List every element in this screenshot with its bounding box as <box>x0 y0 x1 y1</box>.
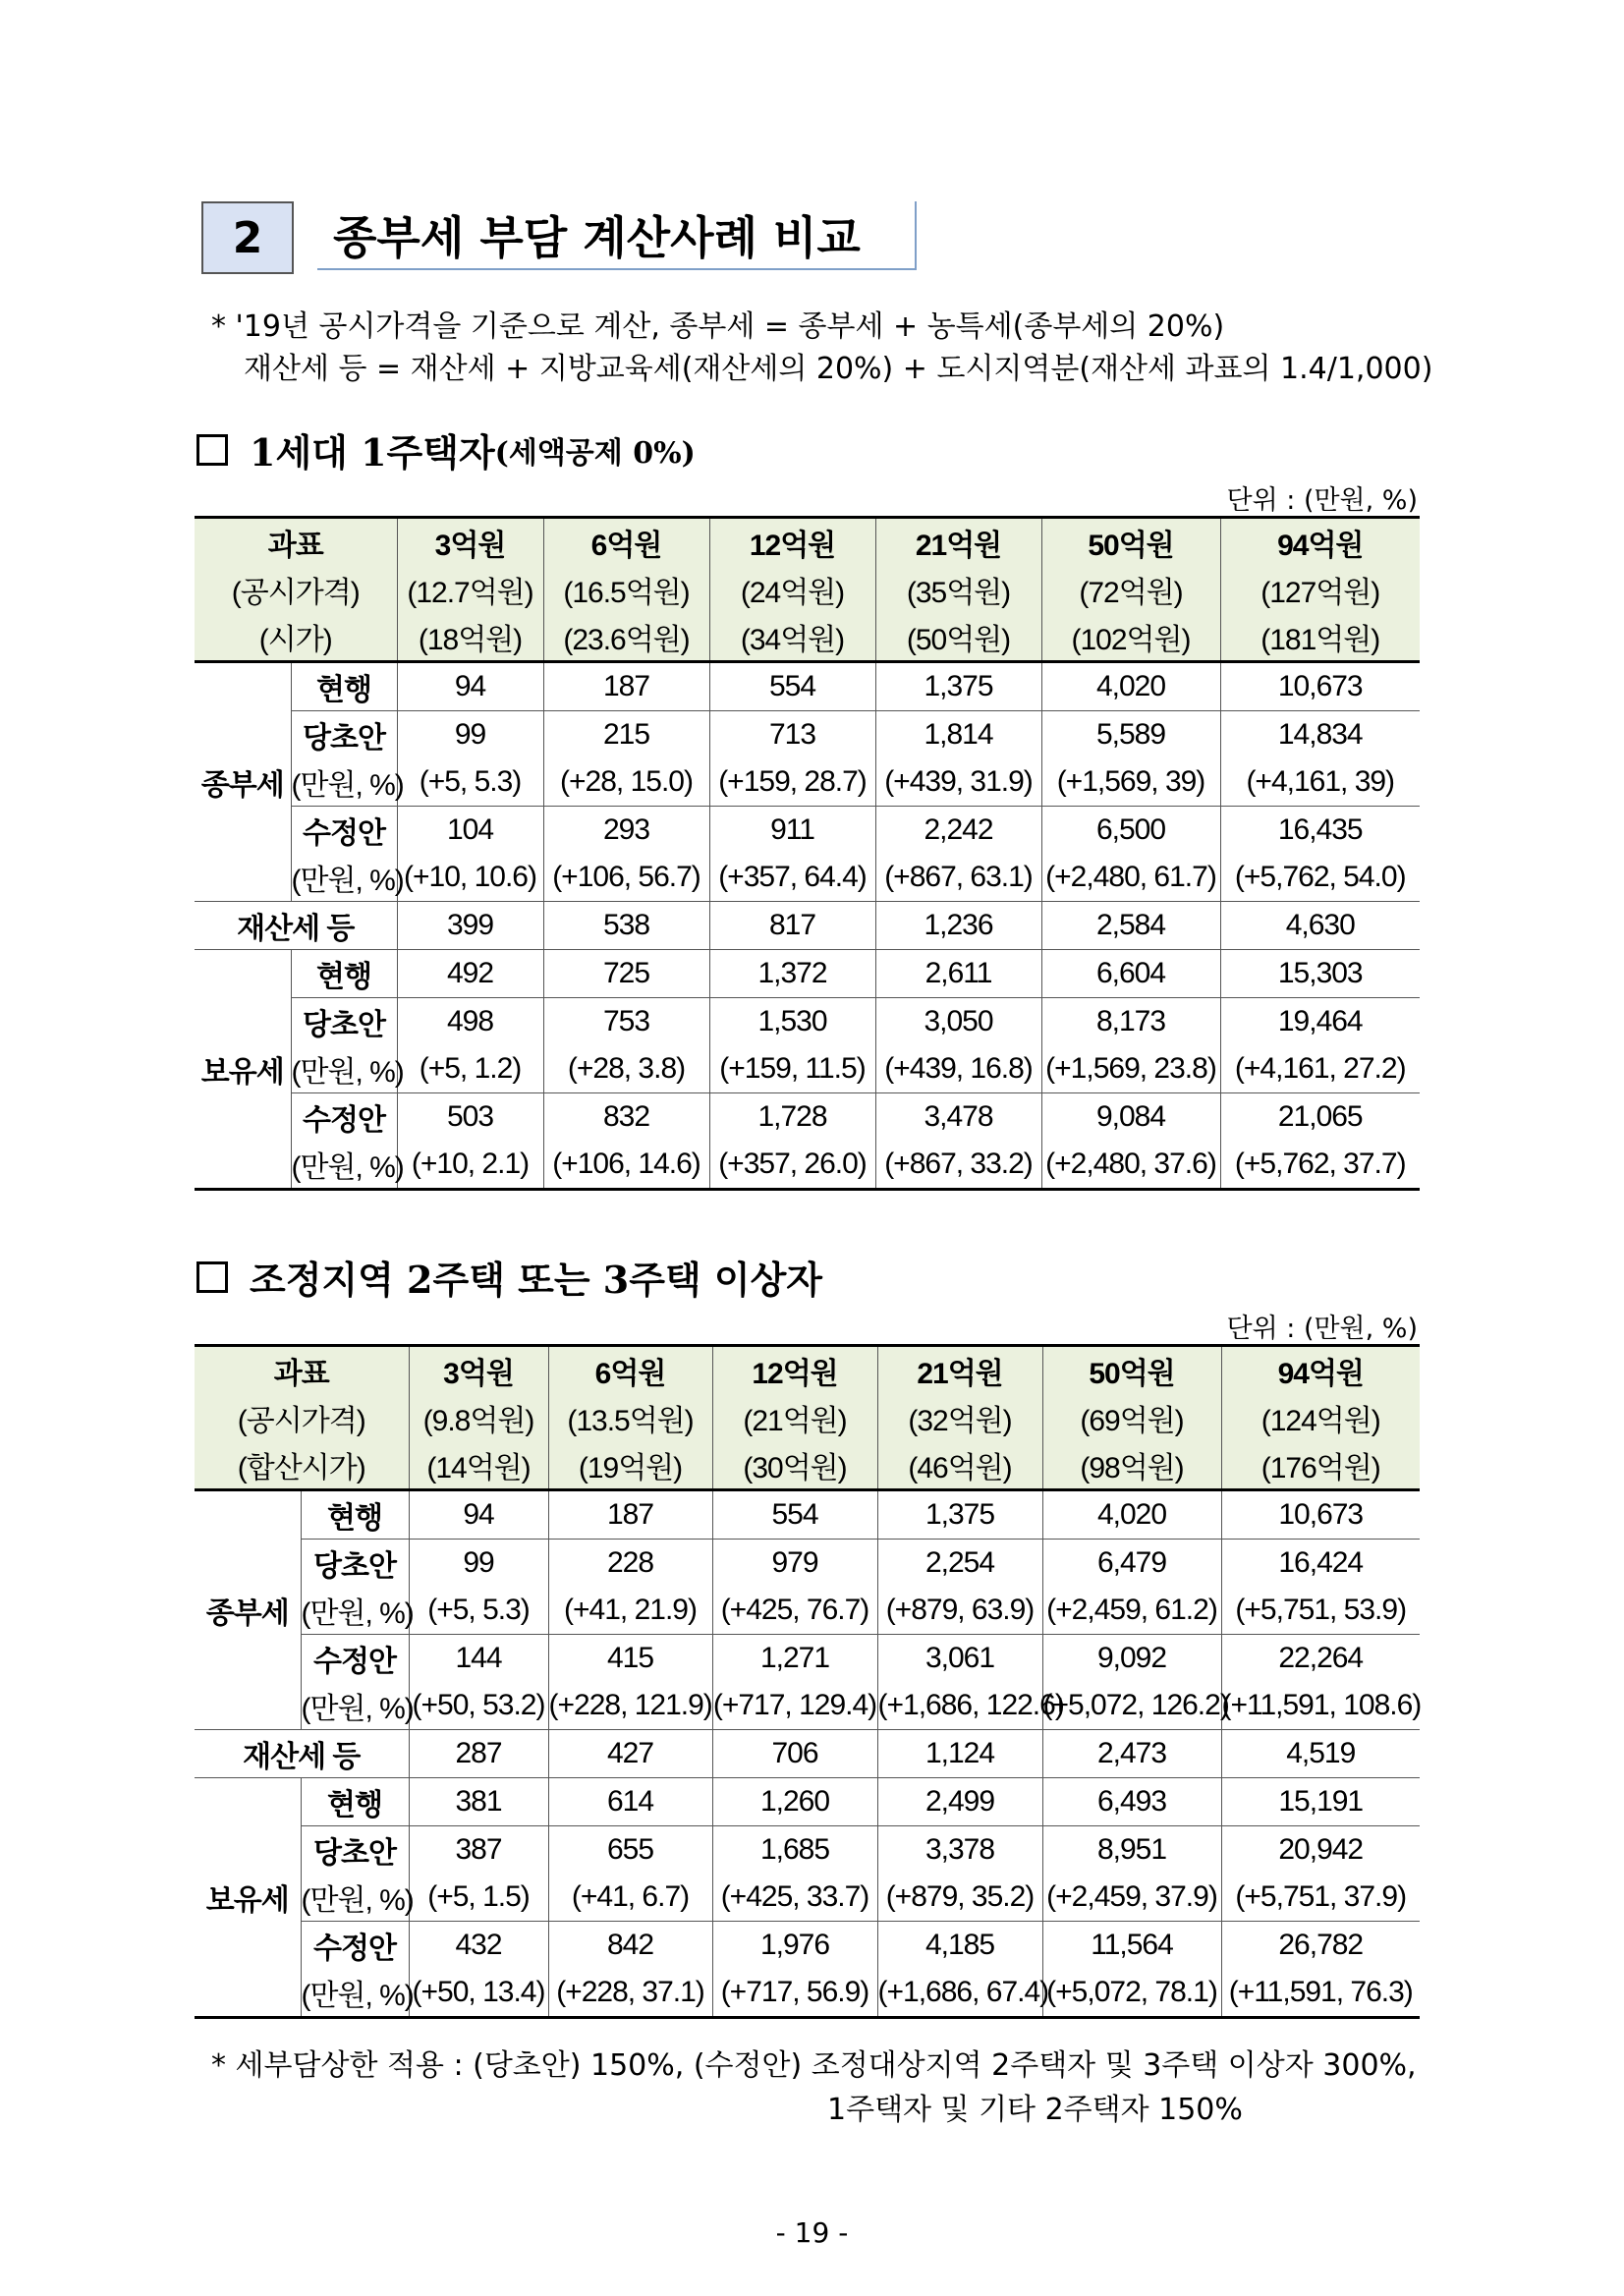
col-amount: 6억원 <box>548 1346 712 1395</box>
checkbox-square-icon <box>196 434 228 466</box>
col-public-price: (24억원) <box>709 566 875 613</box>
cell-diff: (+5,072, 78.1) <box>1042 1969 1221 2018</box>
table-row <box>195 1826 1420 1875</box>
row-label-draft: 당초안 <box>291 711 397 759</box>
table-row <box>195 1874 1420 1922</box>
section-number: 2 <box>201 201 294 274</box>
cell-diff: (+439, 16.8) <box>875 1045 1041 1093</box>
cell: 6,604 <box>1041 950 1220 998</box>
cell: 1,685 <box>712 1826 877 1875</box>
table-row <box>195 1045 1420 1093</box>
table1-title: 1세대 1주택자 <box>250 430 495 475</box>
col-public-price: (32억원) <box>877 1394 1042 1441</box>
cell: 1,375 <box>877 1490 1042 1540</box>
cell: 832 <box>543 1093 709 1142</box>
col-amount: 21억원 <box>875 518 1041 567</box>
header-label-public: (공시가격) <box>195 566 397 613</box>
col-public-price: (21억원) <box>712 1394 877 1441</box>
cell: 3,061 <box>877 1635 1042 1683</box>
cell: 14,834 <box>1220 711 1420 759</box>
col-public-price: (16.5억원) <box>543 566 709 613</box>
row-label-revised: 수정안 <box>291 807 397 855</box>
col-market-price: (98억원) <box>1042 1441 1221 1490</box>
cell-diff: (+5,751, 37.9) <box>1221 1874 1420 1922</box>
col-amount: 94억원 <box>1221 1346 1420 1395</box>
cell: 427 <box>548 1730 712 1778</box>
col-market-price: (23.6억원) <box>543 613 709 662</box>
table-row <box>195 1969 1420 2018</box>
cell: 9,092 <box>1042 1635 1221 1683</box>
table-row <box>195 1922 1420 1970</box>
category-jongbu: 종부세 <box>195 1490 301 1730</box>
row-label-draft: 당초안 <box>301 1826 409 1875</box>
section-header <box>201 201 919 275</box>
cell: 492 <box>397 950 543 998</box>
col-amount: 12억원 <box>712 1346 877 1395</box>
cell-diff: (+28, 3.8) <box>543 1045 709 1093</box>
cell: 144 <box>409 1635 548 1683</box>
note-line-1: * '19년 공시가격을 기준으로 계산, 종부세 = 종부세 + 농특세(종부세의 20%) <box>211 309 1225 344</box>
table-row <box>195 1730 1420 1778</box>
cell: 1,124 <box>877 1730 1042 1778</box>
table2-title: 조정지역 2주택 또는 3주택 이상자 <box>250 1258 823 1302</box>
cell-diff: (+28, 15.0) <box>543 758 709 807</box>
row-label-revised: 수정안 <box>291 1093 397 1142</box>
row-label-current: 현행 <box>291 950 397 998</box>
table-row <box>195 1682 1420 1730</box>
cell: 614 <box>548 1778 712 1826</box>
cell-diff: (+1,686, 122.6) <box>877 1682 1042 1730</box>
cell: 11,564 <box>1042 1922 1221 1970</box>
section-title: 종부세 부담 계산사례 비교 <box>317 201 917 270</box>
cell: 94 <box>397 662 543 711</box>
cell: 2,473 <box>1042 1730 1221 1778</box>
row-label-current: 현행 <box>301 1778 409 1826</box>
page-number: - 19 - <box>775 2216 849 2249</box>
cell: 4,630 <box>1220 902 1420 950</box>
cell: 8,173 <box>1041 998 1220 1046</box>
cell: 842 <box>548 1922 712 1970</box>
cell: 9,084 <box>1041 1093 1220 1142</box>
col-market-price: (30억원) <box>712 1441 877 1490</box>
cell: 554 <box>712 1490 877 1540</box>
cell-diff: (+4,161, 27.2) <box>1220 1045 1420 1093</box>
row-label-draft: 당초안 <box>291 998 397 1046</box>
cell-diff: (+5, 1.5) <box>409 1874 548 1922</box>
cell-diff: (+357, 26.0) <box>709 1141 875 1190</box>
cell: 15,303 <box>1220 950 1420 998</box>
cell-diff: (+439, 31.9) <box>875 758 1041 807</box>
cell-diff: (+879, 63.9) <box>877 1587 1042 1635</box>
cell-diff: (+10, 2.1) <box>397 1141 543 1190</box>
cell: 387 <box>409 1826 548 1875</box>
cell: 1,375 <box>875 662 1041 711</box>
col-amount: 50억원 <box>1042 1346 1221 1395</box>
cell: 19,464 <box>1220 998 1420 1046</box>
cell: 10,673 <box>1220 662 1420 711</box>
cell: 15,191 <box>1221 1778 1420 1826</box>
row-unit-label: (만원, %) <box>291 854 397 902</box>
cell: 415 <box>548 1635 712 1683</box>
cell: 215 <box>543 711 709 759</box>
col-public-price: (72억원) <box>1041 566 1220 613</box>
col-public-price: (124억원) <box>1221 1394 1420 1441</box>
cell: 2,499 <box>877 1778 1042 1826</box>
cell-diff: (+11,591, 108.6) <box>1221 1682 1420 1730</box>
cell: 293 <box>543 807 709 855</box>
table-row <box>195 711 1420 759</box>
cell: 432 <box>409 1922 548 1970</box>
cell: 4,519 <box>1221 1730 1420 1778</box>
cell: 6,493 <box>1042 1778 1221 1826</box>
row-unit-label: (만원, %) <box>291 758 397 807</box>
table-row <box>195 1587 1420 1635</box>
cell-diff: (+5,762, 37.7) <box>1220 1141 1420 1190</box>
col-market-price: (46억원) <box>877 1441 1042 1490</box>
row-unit-label: (만원, %) <box>301 1969 409 2018</box>
col-public-price: (9.8억원) <box>409 1394 548 1441</box>
checkbox-square-icon <box>196 1261 228 1293</box>
row-label-current: 현행 <box>291 662 397 711</box>
cell: 706 <box>712 1730 877 1778</box>
cell: 5,589 <box>1041 711 1220 759</box>
cell-diff: (+2,480, 37.6) <box>1041 1141 1220 1190</box>
table1 <box>195 516 1420 1191</box>
row-unit-label: (만원, %) <box>301 1874 409 1922</box>
table-row <box>195 1540 1420 1588</box>
cell: 16,435 <box>1220 807 1420 855</box>
table-row <box>195 854 1420 902</box>
table2 <box>195 1344 1420 2019</box>
cell: 725 <box>543 950 709 998</box>
cell-diff: (+5, 5.3) <box>409 1587 548 1635</box>
cell-diff: (+867, 63.1) <box>875 854 1041 902</box>
cell: 4,185 <box>877 1922 1042 1970</box>
cell-diff: (+41, 6.7) <box>548 1874 712 1922</box>
row-label-revised: 수정안 <box>301 1922 409 1970</box>
row-label-revised: 수정안 <box>301 1635 409 1683</box>
col-market-price: (176억원) <box>1221 1441 1420 1490</box>
cell: 8,951 <box>1042 1826 1221 1875</box>
cell-diff: (+11,591, 76.3) <box>1221 1969 1420 2018</box>
cell: 911 <box>709 807 875 855</box>
cell: 187 <box>543 662 709 711</box>
table1-unit: 단위 : (만원, %) <box>1226 485 1418 516</box>
table2-unit: 단위 : (만원, %) <box>1226 1314 1418 1344</box>
cell: 187 <box>548 1490 712 1540</box>
col-public-price: (69억원) <box>1042 1394 1221 1441</box>
col-public-price: (12.7억원) <box>397 566 543 613</box>
col-public-price: (127억원) <box>1220 566 1420 613</box>
cell-diff: (+1,686, 67.4) <box>877 1969 1042 2018</box>
cell: 2,611 <box>875 950 1041 998</box>
category-jongbu: 종부세 <box>195 662 291 902</box>
cell: 21,065 <box>1220 1093 1420 1142</box>
cell: 538 <box>543 902 709 950</box>
col-market-price: (50억원) <box>875 613 1041 662</box>
col-market-price: (102억원) <box>1041 613 1220 662</box>
cell: 16,424 <box>1221 1540 1420 1588</box>
cell: 3,378 <box>877 1826 1042 1875</box>
cell-diff: (+41, 21.9) <box>548 1587 712 1635</box>
cell: 1,728 <box>709 1093 875 1142</box>
cell: 1,236 <box>875 902 1041 950</box>
cell-diff: (+867, 33.2) <box>875 1141 1041 1190</box>
table-row <box>195 902 1420 950</box>
cell: 3,050 <box>875 998 1041 1046</box>
cell-diff: (+357, 64.4) <box>709 854 875 902</box>
table2-heading <box>196 1250 822 1304</box>
table-row <box>195 807 1420 855</box>
cell: 979 <box>712 1540 877 1588</box>
cell: 10,673 <box>1221 1490 1420 1540</box>
col-amount: 21억원 <box>877 1346 1042 1395</box>
cell-diff: (+50, 53.2) <box>409 1682 548 1730</box>
header-label-public: (공시가격) <box>195 1394 409 1441</box>
row-unit-label: (만원, %) <box>301 1682 409 1730</box>
cell-diff: (+50, 13.4) <box>409 1969 548 2018</box>
cell-diff: (+425, 33.7) <box>712 1874 877 1922</box>
cell: 20,942 <box>1221 1826 1420 1875</box>
table-row <box>195 1635 1420 1683</box>
note-line-2: 재산세 등 = 재산세 + 지방교육세(재산세의 20%) + 도시지역분(재산세 과표의 1.4/1,000) <box>244 352 1433 386</box>
cell-diff: (+106, 56.7) <box>543 854 709 902</box>
table-row <box>195 998 1420 1046</box>
category-property-tax: 재산세 등 <box>195 1730 409 1778</box>
table-row <box>195 1093 1420 1142</box>
cell: 498 <box>397 998 543 1046</box>
cell: 99 <box>409 1540 548 1588</box>
col-public-price: (35억원) <box>875 566 1041 613</box>
cell: 6,479 <box>1042 1540 1221 1588</box>
header-label-base: 과표 <box>195 518 397 567</box>
cell: 1,976 <box>712 1922 877 1970</box>
cell: 104 <box>397 807 543 855</box>
cell: 2,242 <box>875 807 1041 855</box>
cell: 26,782 <box>1221 1922 1420 1970</box>
col-market-price: (18억원) <box>397 613 543 662</box>
table-row <box>195 1778 1420 1826</box>
cell: 22,264 <box>1221 1635 1420 1683</box>
table1-heading <box>196 422 696 476</box>
col-amount: 6억원 <box>543 518 709 567</box>
cell: 399 <box>397 902 543 950</box>
cell: 2,584 <box>1041 902 1220 950</box>
cell-diff: (+5, 1.2) <box>397 1045 543 1093</box>
table-row <box>195 1141 1420 1190</box>
col-amount: 94억원 <box>1220 518 1420 567</box>
cell: 503 <box>397 1093 543 1142</box>
cell-diff: (+2,459, 37.9) <box>1042 1874 1221 1922</box>
col-market-price: (34억원) <box>709 613 875 662</box>
cell: 381 <box>409 1778 548 1826</box>
cell-diff: (+10, 10.6) <box>397 854 543 902</box>
cell: 1,271 <box>712 1635 877 1683</box>
cell-diff: (+717, 129.4) <box>712 1682 877 1730</box>
cell-diff: (+2,459, 61.2) <box>1042 1587 1221 1635</box>
cell: 1,260 <box>712 1778 877 1826</box>
cell-diff: (+159, 11.5) <box>709 1045 875 1093</box>
row-label-draft: 당초안 <box>301 1540 409 1588</box>
header-label-market: (시가) <box>195 613 397 662</box>
cell: 554 <box>709 662 875 711</box>
cell-diff: (+5,762, 54.0) <box>1220 854 1420 902</box>
cell-diff: (+879, 35.2) <box>877 1874 1042 1922</box>
row-label-current: 현행 <box>301 1490 409 1540</box>
row-unit-label: (만원, %) <box>301 1587 409 1635</box>
cell-diff: (+159, 28.7) <box>709 758 875 807</box>
cell-diff: (+5,751, 53.9) <box>1221 1587 1420 1635</box>
category-property-tax: 재산세 등 <box>195 902 397 950</box>
cell-diff: (+1,569, 39) <box>1041 758 1220 807</box>
col-market-price: (181억원) <box>1220 613 1420 662</box>
cell: 753 <box>543 998 709 1046</box>
cell: 1,372 <box>709 950 875 998</box>
table-row <box>195 1490 1420 1540</box>
cell: 287 <box>409 1730 548 1778</box>
table-row <box>195 950 1420 998</box>
col-amount: 12억원 <box>709 518 875 567</box>
row-unit-label: (만원, %) <box>291 1045 397 1093</box>
footnote-line-2: 1주택자 및 기타 2주택자 150% <box>827 2093 1243 2127</box>
cell: 817 <box>709 902 875 950</box>
cell: 2,254 <box>877 1540 1042 1588</box>
cell-diff: (+717, 56.9) <box>712 1969 877 2018</box>
cell-diff: (+1,569, 23.8) <box>1041 1045 1220 1093</box>
cell-diff: (+2,480, 61.7) <box>1041 854 1220 902</box>
category-holding-tax: 보유세 <box>195 950 291 1190</box>
cell: 713 <box>709 711 875 759</box>
cell: 4,020 <box>1041 662 1220 711</box>
cell: 94 <box>409 1490 548 1540</box>
table1-title-paren: (세액공제 0%) <box>494 435 696 471</box>
cell: 655 <box>548 1826 712 1875</box>
cell: 1,530 <box>709 998 875 1046</box>
cell: 3,478 <box>875 1093 1041 1142</box>
cell: 6,500 <box>1041 807 1220 855</box>
row-unit-label: (만원, %) <box>291 1141 397 1190</box>
cell: 1,814 <box>875 711 1041 759</box>
col-public-price: (13.5억원) <box>548 1394 712 1441</box>
table-row <box>195 758 1420 807</box>
col-market-price: (14억원) <box>409 1441 548 1490</box>
cell-diff: (+5, 5.3) <box>397 758 543 807</box>
cell-diff: (+228, 121.9) <box>548 1682 712 1730</box>
footnote-line-1: * 세부담상한 적용 : (당초안) 150%, (수정안) 조정대상지역 2주택자 및 3주택 이상자 300%, <box>211 2048 1417 2083</box>
col-amount: 3억원 <box>397 518 543 567</box>
cell: 228 <box>548 1540 712 1588</box>
col-amount: 50억원 <box>1041 518 1220 567</box>
cell-diff: (+228, 37.1) <box>548 1969 712 2018</box>
cell: 4,020 <box>1042 1490 1221 1540</box>
header-label-market: (합산시가) <box>195 1441 409 1490</box>
cell-diff: (+425, 76.7) <box>712 1587 877 1635</box>
col-amount: 3억원 <box>409 1346 548 1395</box>
col-market-price: (19억원) <box>548 1441 712 1490</box>
cell-diff: (+4,161, 39) <box>1220 758 1420 807</box>
category-holding-tax: 보유세 <box>195 1778 301 2018</box>
cell-diff: (+5,072, 126.2) <box>1042 1682 1221 1730</box>
cell-diff: (+106, 14.6) <box>543 1141 709 1190</box>
header-label-base: 과표 <box>195 1346 409 1395</box>
table-row <box>195 662 1420 711</box>
cell: 99 <box>397 711 543 759</box>
